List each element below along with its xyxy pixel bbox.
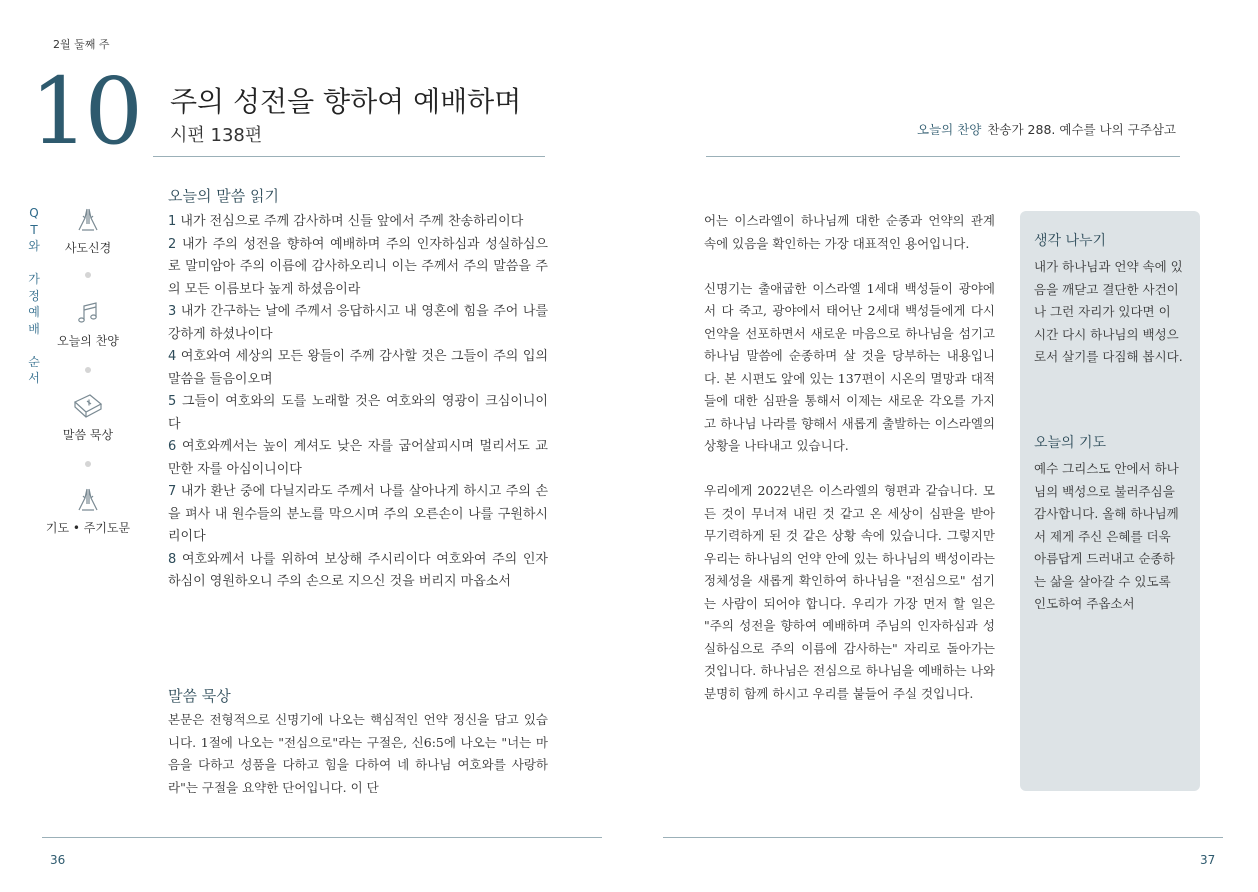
reflection-box: [1020, 211, 1200, 791]
verse-text: 여호와여 세상의 모든 왕들이 주께 감사할 것은 그들이 주의 입의 말씀을 들음이오며: [168, 349, 548, 387]
verse-text: 내가 환난 중에 다닐지라도 주께서 나를 살아나게 하시고 주의 손을 펴사 내 원수들의 분노를 막으시며 주의 오른손이 나를 구원하시리이다: [168, 484, 548, 544]
step-todays-hymn: [38, 298, 138, 349]
step-dot: [85, 367, 91, 373]
verse: [168, 234, 548, 302]
paragraph: 신명기는 출애굽한 이스라엘 1세대 백성들이 광야에서 다 죽고, 광야에서 태어난 2세대 백성들에게 다시 언약을 선포하면서 새로운 마음으로 하나님을 섬기고 하나님 말씀에 순종하며 살 것을 당부하는 내용입니다. 본 시편도 앞에 있는 137편이 시온의 멸망과 대적들에 대한 심판을 통해서 이제는 새로운 각오를 가지고 하나님 나라를 향해서 새롭게 출발하는 이스라엘의 상황을 나타내고 있습니다.: [704, 280, 995, 453]
verse: [168, 481, 548, 549]
verse-list: [168, 211, 548, 594]
vertical-char: 순: [28, 354, 40, 369]
verse: [168, 301, 548, 346]
verse-number: 6: [168, 439, 177, 454]
vertical-char: 가: [28, 272, 40, 286]
vertical-char: 와: [28, 239, 40, 253]
divider: [153, 156, 545, 157]
step-label: 말씀 묵상: [62, 428, 114, 442]
verse-number: 8: [168, 551, 177, 567]
hymn-label: 오늘의 찬양: [917, 122, 982, 137]
verse-number: 5: [168, 394, 177, 409]
vertical-char: [26, 255, 42, 272]
verse-number: 2: [168, 236, 177, 252]
verse: [168, 549, 548, 594]
step-label: 기도 • 주기도문: [45, 521, 131, 535]
hymn-value: 찬송가 288. 예수를 나의 구주삼고: [987, 122, 1176, 137]
step-dot: [85, 461, 91, 467]
prayer-text: 예수 그리스도 안에서 하나님의 백성으로 불러주심을 감사합니다. 올해 하나님께서 제게 주신 은혜를 더욱 아름답게 드러내고 순종하는 삶을 살아갈 수 있도록 인도하여 주옵소서: [1034, 461, 1179, 611]
step-label: 오늘의 찬양: [57, 334, 119, 348]
verse: [168, 211, 548, 234]
verse-text: 여호와께서 나를 위하여 보상해 주시리이다 여호와여 주의 인자하심이 영원하오니 주의 손으로 지으신 것을 버리지 마옵소서: [168, 551, 548, 589]
bible-icon: [38, 392, 138, 422]
step-prayer: [38, 485, 138, 536]
paragraph: 어는 이스라엘이 하나님께 대한 순종과 언약의 관계 속에 있음을 확인하는 가장 대표적인 용어입니다.: [704, 213, 995, 251]
divider: [663, 837, 1223, 838]
page-number-right: 37: [1200, 853, 1216, 867]
week-label: 2월 둘째 주: [53, 38, 110, 51]
verse-number: 7: [168, 484, 177, 499]
step-dot: [85, 272, 91, 278]
verse-text: 여호와께서는 높이 계셔도 낮은 자를 굽어살피시며 멀리서도 교만한 자를 아심이니이다: [168, 439, 548, 477]
prayer-heading: 오늘의 기도: [1034, 435, 1107, 451]
verse-number: 3: [168, 304, 177, 319]
verse-text: 내가 전심으로 주께 감사하며 신들 앞에서 주께 찬송하리이다: [180, 214, 524, 229]
todays-hymn: [917, 120, 1176, 138]
page-subtitle: 시편 138편: [170, 125, 263, 146]
praying-hands-icon: [38, 205, 138, 235]
divider: [706, 156, 1180, 157]
vertical-char: 정: [28, 288, 40, 303]
verse: [168, 391, 548, 436]
sharing-heading: 생각 나누기: [1034, 233, 1107, 249]
verse: [168, 346, 548, 391]
verse-number: 1: [168, 214, 177, 229]
step-apostles-creed: [38, 205, 138, 256]
verse: [168, 436, 548, 481]
paragraph: 우리에게 2022년은 이스라엘의 형편과 같습니다. 모든 것이 무너져 내린 것 같고 온 세상이 심판을 받아 무기력하게 된 것 같은 상황 속에 있습니다. 그렇지만 우리는 하나님의 언약 안에 있는 하나님의 백성이라는 정체성을 새롭게 확인하여 하나님을 "전심으로" 섬기는 사람이 되어야 합니다. 우리가 가장 먼저 할 일은 "주의 성전을 향하여 예배하며 주님의 인자하심과 성실하심으로 주의 이름에 감사하는" 자리로 돌아가는 것입니다. 하나님은 전심으로 하나님을 예배하는 나와 분명히 함께 하시고 우리를 붙들어 주실 것입니다.: [704, 483, 995, 701]
meditation-text: 본문은 전형적으로 신명기에 나오는 핵심적인 언약 정신을 담고 있습니다. 1절에 나오는 "전심으로"라는 구절은, 신6:5에 나오는 "너는 마음을 다하고 성품을 다하고 힘을 다하여 네 하나님 여호와를 사랑하라"는 구절을 요약한 단어입니다. 이 단: [168, 712, 548, 795]
vertical-char: 배: [28, 321, 40, 336]
verse-text: 내가 간구하는 날에 주께서 응답하시고 내 영혼에 힘을 주어 나를 강하게 하셨나이다: [168, 304, 548, 342]
praying-hands-icon: [38, 485, 138, 515]
page-number-left: 36: [50, 853, 66, 867]
verse-number: 4: [168, 349, 177, 364]
meditation-heading: 말씀 묵상: [168, 687, 231, 705]
sharing-text: 내가 하나님과 언약 속에 있음을 깨닫고 결단한 사건이나 그런 자리가 있다면 이 시간 다시 하나님의 백성으로서 살기를 다짐해 봅시다.: [1034, 259, 1183, 364]
verse-text: 내가 주의 성전을 향하여 예배하며 주의 인자하심과 성실하심으로 말미암아 주의 이름에 감사하오리니 이는 주께서 주의 말씀을 주의 모든 이름보다 높게 하셨음이라: [168, 236, 548, 297]
music-note-icon: [38, 298, 138, 328]
verse-text: 그들이 여호와의 도를 노래할 것은 여호와의 영광이 크심이니이다: [168, 394, 548, 432]
vertical-char: T: [30, 222, 38, 237]
page-title: 주의 성전을 향하여 예배하며: [170, 85, 522, 118]
vertical-char: 서: [28, 371, 40, 385]
commentary: [704, 210, 995, 728]
vertical-char: Q: [29, 206, 39, 220]
reading-heading: 오늘의 말씀 읽기: [168, 187, 279, 205]
vertical-char: 예: [28, 305, 40, 319]
step-meditation: [38, 392, 138, 443]
divider: [42, 837, 602, 838]
day-number: 10: [30, 58, 140, 165]
step-label: 사도신경: [64, 241, 112, 255]
